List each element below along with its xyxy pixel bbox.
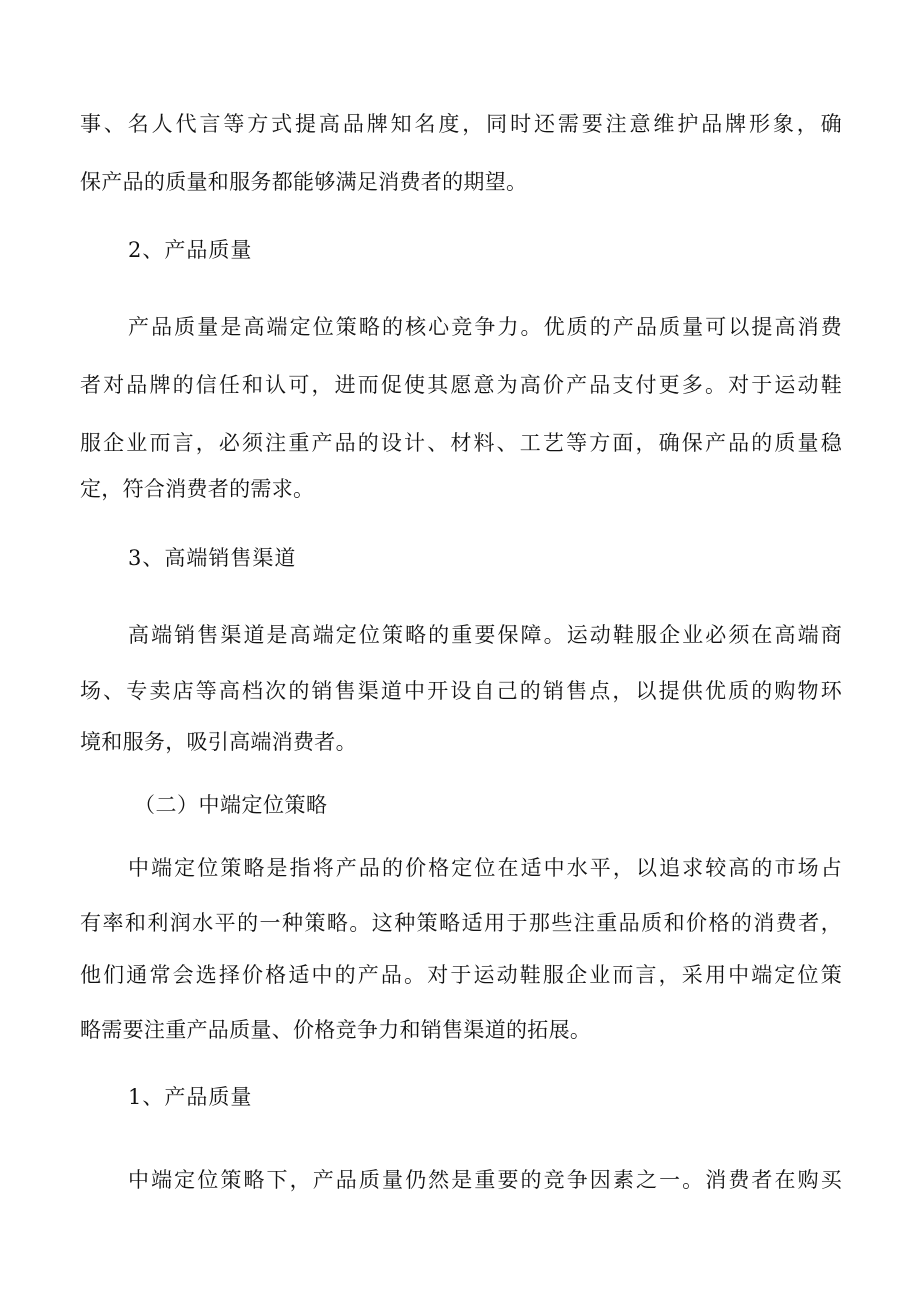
paragraph-2-line-2: 者对品牌的信任和认可，进而促使其愿意为高价产品支付更多。对于运动鞋 bbox=[80, 373, 842, 397]
paragraph-2-line-3: 服企业而言，必须注重产品的设计、材料、工艺等方面，确保产品的质量稳 bbox=[80, 431, 842, 455]
paragraph-2-line-4: 定，符合消费者的需求。 bbox=[80, 477, 315, 501]
paragraph-4-line-1: 中端定位策略是指将产品的价格定位在适中水平，以追求较高的市场占 bbox=[128, 856, 842, 880]
heading-mid-product-quality: 1、产品质量 bbox=[128, 1085, 253, 1109]
paragraph-1-line-2: 保产品的质量和服务都能够满足消费者的期望。 bbox=[80, 170, 528, 194]
paragraph-3-line-2: 场、专卖店等高档次的销售渠道中开设自己的销售点，以提供优质的购物环 bbox=[80, 679, 842, 703]
paragraph-4-line-2: 有率和利润水平的一种策略。这种策略适用于那些注重品质和价格的消费者， bbox=[80, 911, 842, 935]
paragraph-2-line-1: 产品质量是高端定位策略的核心竞争力。优质的产品质量可以提高消费 bbox=[128, 315, 842, 339]
paragraph-4-line-4: 略需要注重产品质量、价格竞争力和销售渠道的拓展。 bbox=[80, 1018, 592, 1042]
paragraph-3-line-1: 高端销售渠道是高端定位策略的重要保障。运动鞋服企业必须在高端商 bbox=[128, 623, 842, 647]
paragraph-3-line-3: 境和服务，吸引高端消费者。 bbox=[80, 730, 357, 754]
paragraph-5-line-1: 中端定位策略下，产品质量仍然是重要的竞争因素之一。消费者在购买 bbox=[128, 1168, 842, 1192]
heading-high-end-channels: 3、高端销售渠道 bbox=[128, 546, 297, 570]
paragraph-4-line-3: 他们通常会选择价格适中的产品。对于运动鞋服企业而言，采用中端定位策 bbox=[80, 963, 842, 987]
heading-product-quality: 2、产品质量 bbox=[128, 238, 253, 262]
paragraph-1-line-1: 事、名人代言等方式提高品牌知名度，同时还需要注意维护品牌形象，确 bbox=[80, 112, 842, 136]
section-heading-mid-range: （二）中端定位策略 bbox=[134, 793, 328, 817]
